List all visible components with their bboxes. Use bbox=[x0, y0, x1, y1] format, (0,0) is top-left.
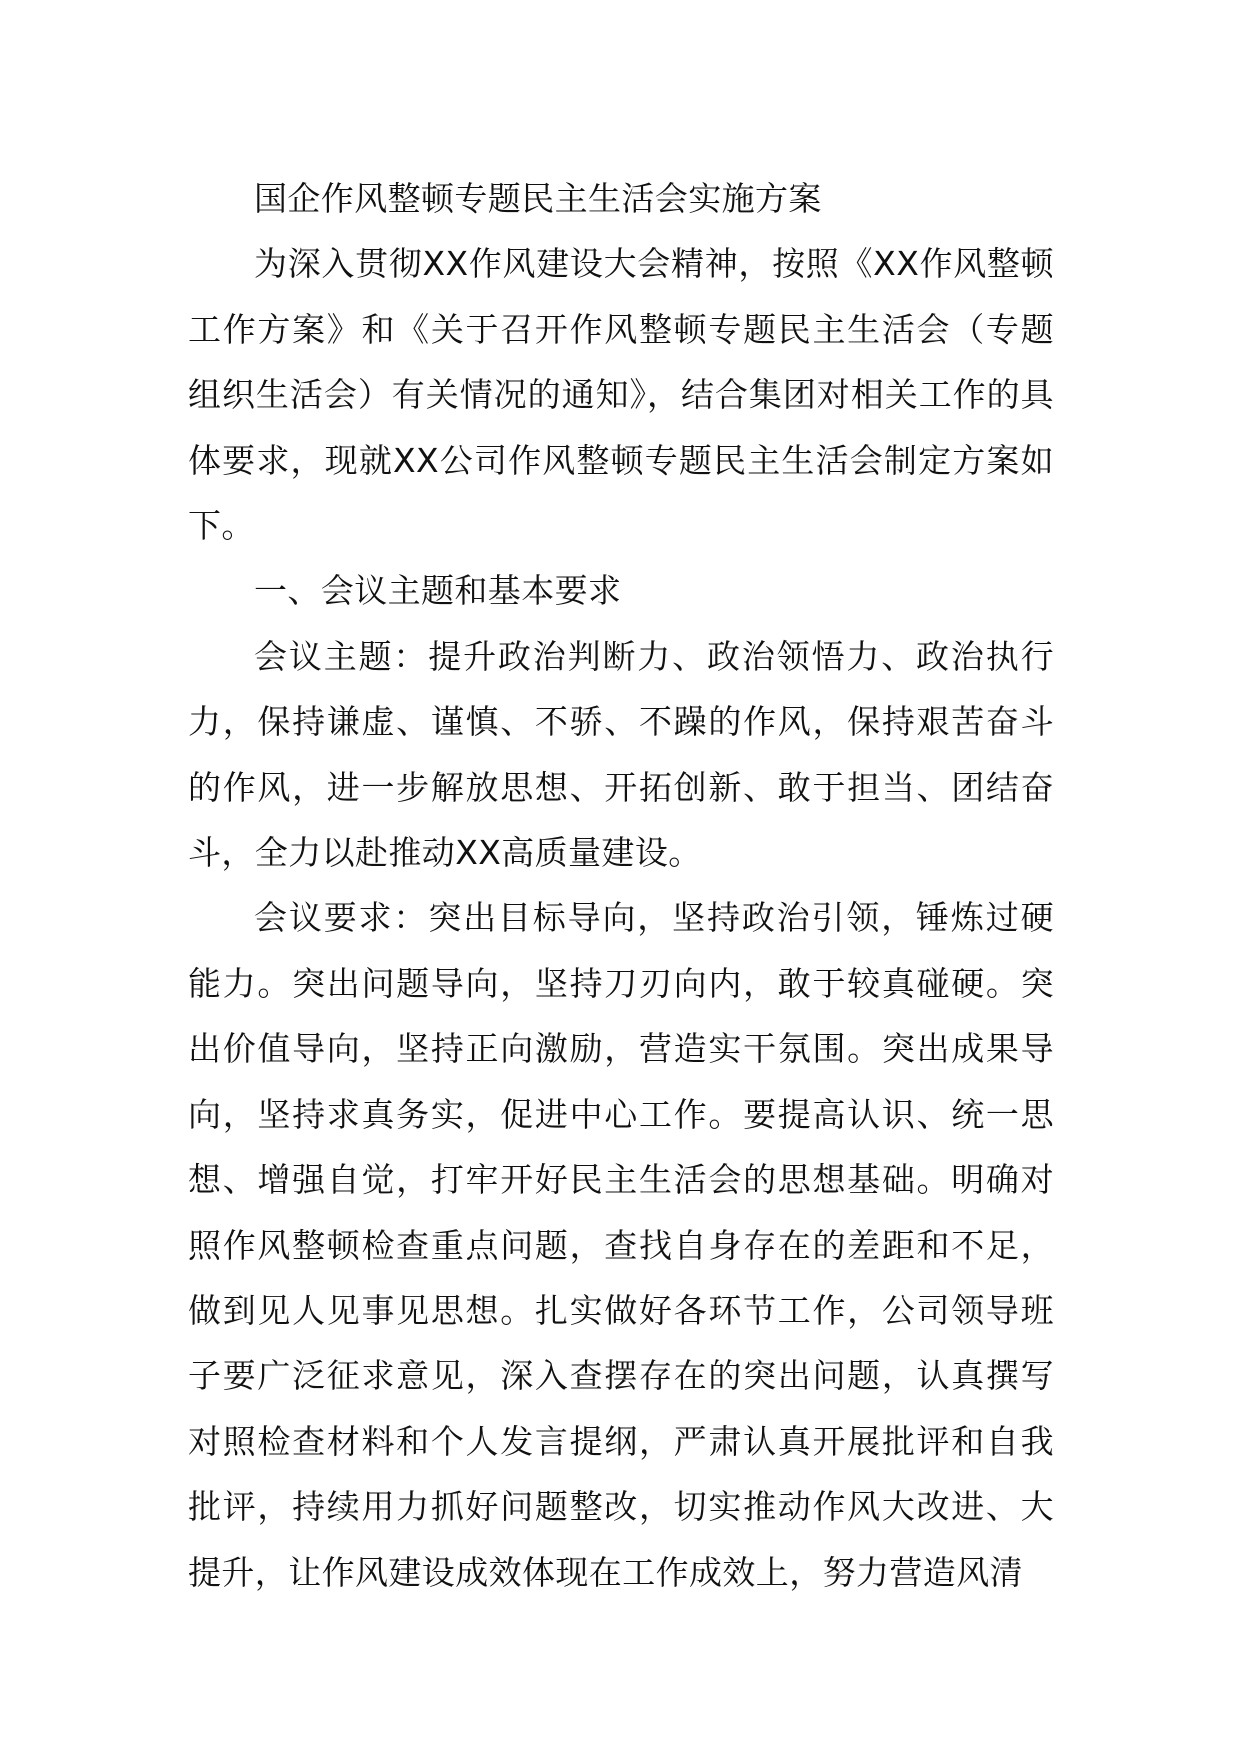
paragraph-meeting-requirements: 会议要求：突出目标导向，坚持政治引领，锤炼过硬能力。突出问题导向，坚持刀刃向内，敢于较真碰硬。突出价值导向，坚持正向激励，营造实干氛围。突出成果导向，坚持求真务实，促进中心工作。要提高认识、统一思想、增强自觉，打牢开好民主生活会的思想基础。明确对照作风整顿检查重点问题，查找自身存在的差距和不足，做到见人见事见思想。扎实做好各环节工作，公司领导班子要广泛征求意见，深入查摆存在的突出问题，认真撰写对照检查材料和个人发言提纲，严肃认真开展批评和自我批评，持续用力抓好问题整改，切实推动作风大改进、大提升，让作风建设成效体现在工作成效上，努力营造风清 bbox=[188, 898, 1054, 1592]
paragraph-meeting-theme: 会议主题：提升政治判断力、政治领悟力、政治执行力，保持谦虚、谨慎、不骄、不躁的作风，保持艰苦奋斗的作风，进一步解放思想、开拓创新、敢于担当、团结奋斗，全力以赴推动XX高质量建设。 bbox=[188, 636, 1054, 873]
document-title: 国企作风整顿专题民主生活会实施方案 bbox=[254, 179, 822, 218]
section-heading-1: 一、会议主题和基本要求 bbox=[254, 571, 622, 611]
paragraph-intro: 为深入贯彻XX作风建设大会精神，按照《XX作风整顿工作方案》和《关于召开作风整顿专题民主生活会（专题组织生活会）有关情况的通知》，结合集团对相关工作的具体要求，现就XX公司作风整顿专题民主生活会制定方案如下。 bbox=[188, 244, 1054, 546]
document-body bbox=[188, 166, 1054, 1605]
